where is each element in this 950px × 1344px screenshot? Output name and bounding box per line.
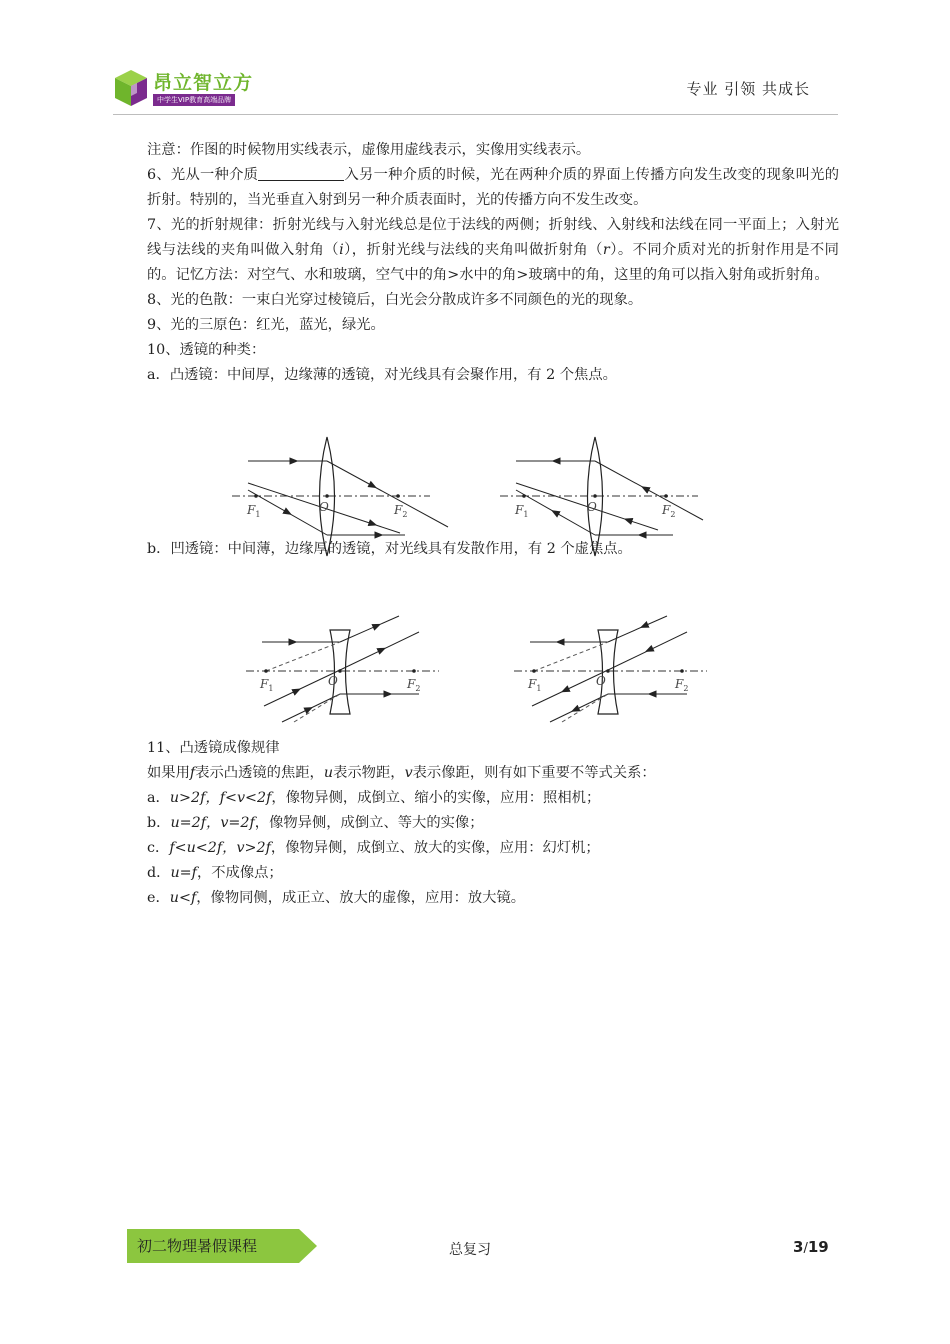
rule-c: c．f<u<2f，v>2f，像物异侧，成倒立、放大的实像，应用：幻灯机； xyxy=(147,840,600,856)
refraction-law: 7、光的折射规律：折射光线与入射光线总是位于法线的两侧；折射线、入射线和法线在同一平面上；入射光线与法线的夹角叫做入射角（i），折射光线与法线的夹角叫做折射角（r）。不同介质对光的折射作用是不同的。记忆方法：对空气、水和玻璃，空气中的角>水中的角>玻璃中的角，这里的角可以指入射角或折射角。 xyxy=(147,217,839,283)
logo-name: 昂立智立方 xyxy=(153,72,254,94)
focus-label-f1: $F_1$ xyxy=(260,677,274,693)
imaging-rules-intro: 如果用f表示凸透镜的焦距，u表示物距，v表示像距，则有如下重要不等式关系： xyxy=(147,765,656,781)
concave-lens-diagram-2 xyxy=(512,612,712,732)
rule-b: b．u=2f，v=2f，像物异侧，成倒立、等大的实像； xyxy=(147,815,484,831)
primary-colors-line: 9、光的三原色：红光，蓝光，绿光。 xyxy=(147,317,385,333)
focus-label-f1: $F_1$ xyxy=(515,503,529,519)
optical-center-label: O xyxy=(587,500,597,514)
focus-label-f2: $F_2$ xyxy=(407,677,421,693)
header-slogan: 专业 引领 共成长 xyxy=(686,80,810,98)
optical-center-label: O xyxy=(319,500,329,514)
cube-logo-icon xyxy=(113,68,149,108)
fill-in-blank xyxy=(258,166,344,181)
optical-center-label: O xyxy=(596,674,606,688)
page-header xyxy=(113,62,838,115)
optical-center-label: O xyxy=(328,674,338,688)
rule-a: a．u>2f，f<v<2f，像物异侧，成倒立、缩小的实像，应用：照相机； xyxy=(147,790,601,806)
focus-label-f2: $F_2$ xyxy=(675,677,689,693)
concave-lens-diagram-1 xyxy=(244,612,444,732)
imaging-rules-heading: 11、凸透镜成像规律 xyxy=(147,740,280,756)
focus-label-f1: $F_1$ xyxy=(528,677,542,693)
logo-subtitle: 中学生VIP教育高端品牌 xyxy=(153,94,235,106)
convex-lens-diagram-2 xyxy=(498,435,718,560)
focus-label-f1: $F_1$ xyxy=(247,503,261,519)
focus-label-f2: $F_2$ xyxy=(662,503,676,519)
dispersion-line: 8、光的色散：一束白光穿过棱镜后，白光会分散成许多不同颜色的光的现象。 xyxy=(147,292,643,308)
logo xyxy=(113,66,253,110)
note-line: 注意：作图的时候物用实线表示，虚像用虚线表示，实像用实线表示。 xyxy=(147,142,591,158)
footer-section-title: 总复习 xyxy=(449,1242,491,1258)
refraction-definition: 6、光从一种介质 入另一种介质的时候，光在两种介质的界面上传播方向发生改变的现象叫光的折射。特别的，当光垂直入射到另一种介质表面时，光的传播方向不发生改变。 xyxy=(147,167,839,208)
page-number: 3/19 xyxy=(793,1238,829,1256)
rule-e: e．u<f，像物同侧，成正立、放大的虚像，应用：放大镜。 xyxy=(147,890,526,906)
focus-label-f2: $F_2$ xyxy=(394,503,408,519)
concave-lens-line: b．凹透镜：中间薄，边缘厚的透镜，对光线具有发散作用，有 2 个虚焦点。 xyxy=(147,541,632,557)
rule-d: d．u=f，不成像点； xyxy=(147,865,283,881)
convex-lens-diagram-1 xyxy=(230,435,450,560)
footer-course-label: 初二物理暑假课程 xyxy=(137,1237,258,1255)
convex-lens-line: a．凸透镜：中间厚，边缘薄的透镜，对光线具有会聚作用，有 2 个焦点。 xyxy=(147,367,617,383)
lens-types-heading: 10、透镜的种类： xyxy=(147,342,266,358)
